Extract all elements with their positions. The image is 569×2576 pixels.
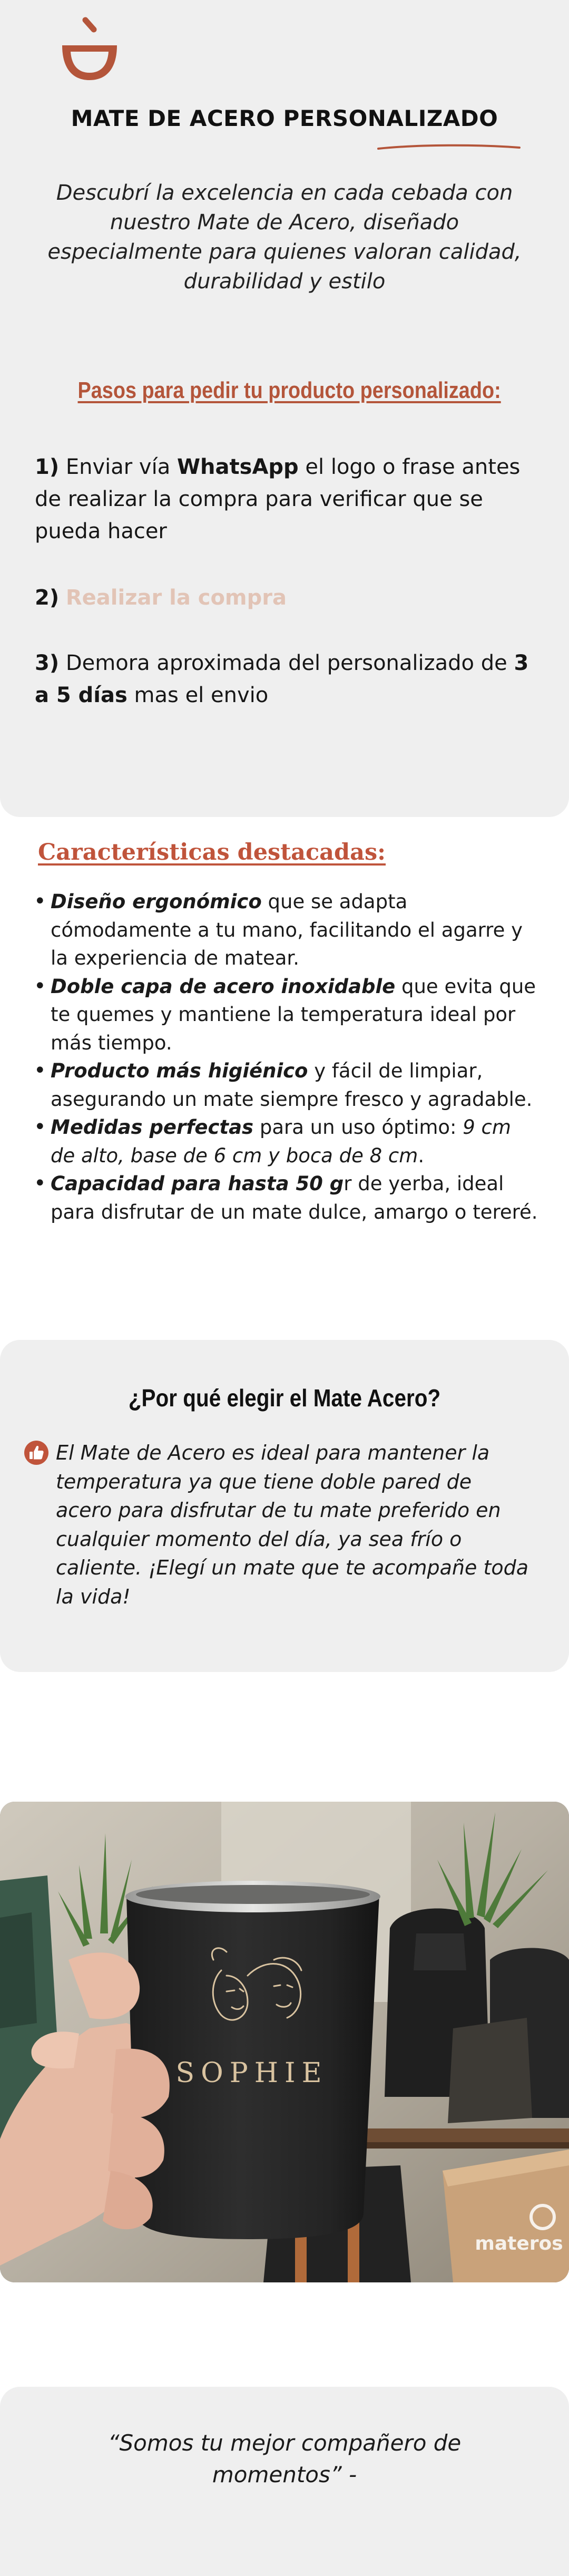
buy-link[interactable]: Realizar la compra: [65, 586, 287, 610]
step-text: el logo o frase antes de realizar la compra para verificar que se pueda hacer: [35, 455, 521, 543]
list-item: [34, 1170, 539, 1226]
feature-text: r de yerba, ideal para disfrutar de un mate dulce, amargo o tereré.: [51, 1172, 538, 1223]
page-title: [0, 105, 569, 131]
mug-engraving-text: SOPHIE: [175, 2057, 328, 2089]
step-1: [35, 451, 530, 548]
why-text: El Mate de Acero es ideal para mantener la temperatura ya que tiene doble pared de acero para disfrutar de tu mate preferido en cualquier momento del día, ya sea frío o caliente. ¡Elegí un mate que te acompañe toda la vida!: [56, 1441, 529, 1608]
title-main: MATE DE ACERO: [71, 105, 283, 131]
bullet: •: [34, 1115, 46, 1139]
title-accent: PERSONALIZADO: [283, 105, 498, 131]
mate-cup-logo-icon: [58, 16, 121, 84]
delivery-days: 3 a 5 días: [35, 651, 529, 707]
features-list: [34, 888, 539, 1226]
feature-text: que evita que te quemes y mantiene la temperatura ideal por más tiempo.: [51, 975, 536, 1054]
list-item: [34, 1057, 539, 1113]
list-item: [34, 973, 539, 1057]
step-number: 3): [35, 651, 60, 675]
why-heading: ¿Por qué elegir el Mate Acero?: [128, 1384, 441, 1412]
step-text: Demora aproximada del personalizado de: [59, 651, 514, 675]
list-item: [34, 1113, 539, 1170]
steps-heading: Pasos para pedir tu producto personalizado:: [77, 377, 501, 403]
brand-quote: “Somos tu mejor compañero de momentos” -: [107, 2430, 462, 2487]
thumbs-up-icon: [24, 1441, 48, 1465]
step-number: 2): [35, 586, 60, 610]
product-photo: [0, 1802, 569, 2282]
step-3: [35, 647, 530, 712]
feature-text: .: [418, 1144, 425, 1167]
feature-text: y fácil de limpiar, asegurando un mate siempre fresco y agradable.: [51, 1059, 533, 1111]
intro-text: Descubrí la excelencia en cada cebada con nuestro Mate de Acero, diseñado especialmente para quienes valoran calidad, durabilidad y estilo: [47, 181, 522, 294]
step-2: [35, 582, 530, 614]
step-text: mas el envio: [127, 683, 269, 707]
bullet: •: [34, 1171, 46, 1195]
bullet: •: [34, 974, 46, 998]
features-heading: Características destacadas:: [38, 839, 386, 866]
bullet: •: [34, 1058, 46, 1083]
title-underline-decoration: [377, 142, 521, 153]
whatsapp-label: WhatsApp: [176, 455, 299, 479]
photo-illustration: [0, 1802, 569, 2282]
bullet: •: [34, 889, 46, 913]
step-text: Enviar vía: [59, 455, 177, 479]
step-number: 1): [35, 455, 60, 479]
feature-text: para un uso óptimo:: [253, 1116, 463, 1139]
list-item: [34, 888, 539, 973]
feature-bold: Producto más higiénico: [51, 1059, 308, 1082]
feature-text: que se adapta cómodamente a tu mano, facilitando el agarre y la experiencia de matear.: [51, 890, 523, 969]
step-spacer: [59, 586, 66, 610]
feature-bold: Diseño ergonómico: [51, 890, 262, 913]
box-brand-text: materos: [475, 2233, 563, 2254]
feature-bold: Doble capa de acero inoxidable: [51, 975, 396, 998]
feature-measures: 9 cm de alto, base de 6 cm y boca de 8 cm: [51, 1116, 511, 1167]
feature-bold: Capacidad para hasta 50 g: [51, 1172, 344, 1195]
feature-bold: Medidas perfectas: [51, 1116, 254, 1139]
